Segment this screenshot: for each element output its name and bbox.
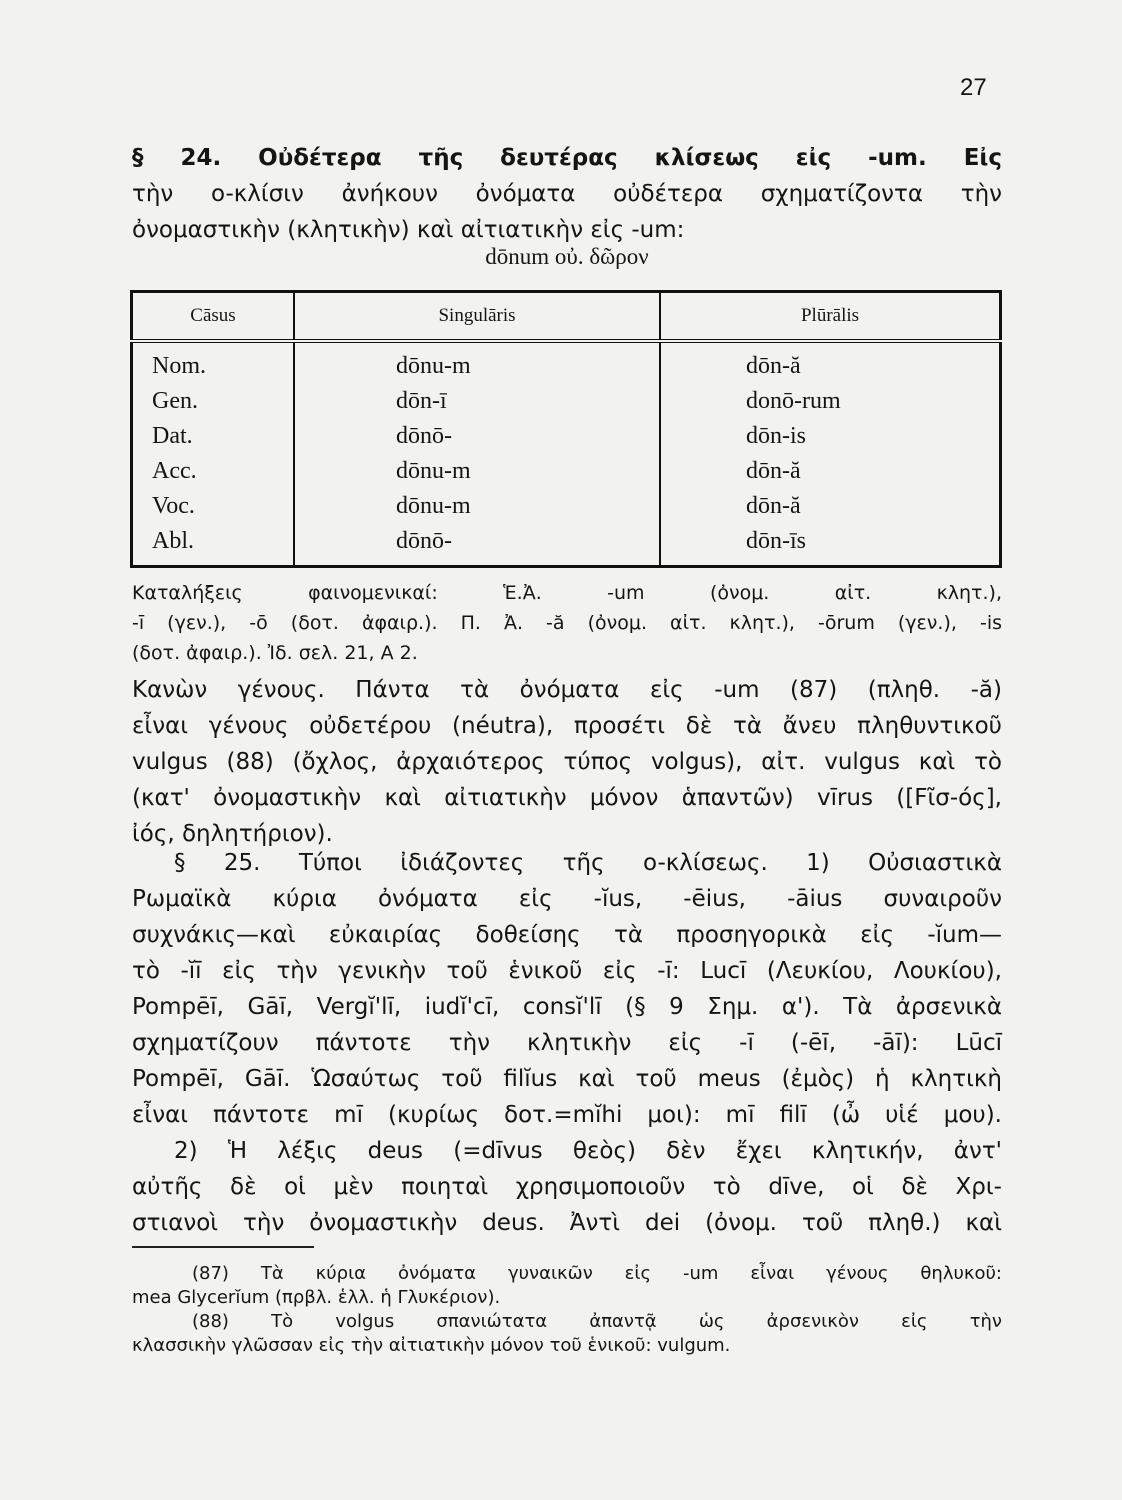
footnote-line: mea Glycerĭum (πρβλ. ἑλλ. ἡ Γλυκέριον). [132, 1287, 501, 1308]
section-25-line: αὐτῆς δὲ οἱ μὲν ποιηταὶ χρησιμοποιοῦν τὸ dīve, οἱ δὲ Χρι- [132, 1174, 1002, 1200]
section-24-line: τὴν o-κλίσιν ἀνήκουν ὀνόματα οὐδέτερα σχηματίζοντα τὴν [132, 181, 1002, 207]
case-label: Acc. [152, 458, 197, 484]
case-label: Nom. [152, 353, 206, 379]
header-singularis: Singulāris [294, 292, 660, 342]
section-25-line: 2) Ἡ λέξις deus (=dīvus θεὸς) δὲν ἔχει κλητικήν, ἀντ' [174, 1138, 1002, 1164]
header-pluralis: Plūrālis [660, 292, 1001, 342]
rule-line: vulgus (88) (ὄχλος, ἀρχαιότερος τύπος volgus), αἰτ. vulgus καὶ τὸ [132, 749, 1002, 775]
section-25-line: § 25. Τύποι ἰδιάζοντες τῆς o-κλίσεως. 1) Οὐσιαστικὰ [174, 850, 1002, 876]
section-25-line: τὸ -ĭī εἰς τὴν γενικὴν τοῦ ἑνικοῦ εἰς -ī: Lucī (Λευκίου, Λουκίου), [132, 958, 1002, 984]
plural-form: donō-rum [746, 388, 841, 414]
case-label: Gen. [152, 388, 198, 414]
case-label: Voc. [152, 493, 195, 519]
case-label: Abl. [152, 528, 194, 554]
header-casus: Cāsus [132, 292, 295, 342]
singular-form: dōnu-m [396, 458, 471, 484]
cases-column [132, 341, 295, 567]
endings-line: -ī (γεν.), -ō (δοτ. ἀφαιρ.). Π. Ἀ. -ă (ὀνομ. αἰτ. κλητ.), -ōrum (γεν.), -is [132, 612, 1002, 634]
case-label: Dat. [152, 423, 193, 449]
section-25-line: συχνάκις—καὶ εὐκαιρίας δοθείσης τὰ προσηγορικὰ εἰς -ĭum— [132, 922, 1002, 948]
rule-line: εἶναι γένους οὐδετέρου (néutra), προσέτι δὲ τὰ ἄνευ πληθυντικοῦ [132, 713, 1002, 739]
gender-rule [132, 672, 1002, 852]
plural-column [660, 341, 1001, 567]
singular-form: dōnō- [396, 528, 452, 554]
section-24-line: ὀνομαστικὴν (κλητικὴν) καὶ αἰτιατικὴν εἰς -um: [132, 217, 685, 243]
singular-column [294, 341, 660, 567]
rule-line: ἰός, δηλητήριον). [132, 821, 333, 847]
section-25-line: Ρωμαϊκὰ κύρια ὀνόματα εἰς -ĭus, -ēius, -āius συναιροῦν [132, 886, 1002, 912]
declension-table [130, 290, 1002, 568]
singular-form: dōnu-m [396, 353, 471, 379]
footnote-line: (87) Τὰ κύρια ὀνόματα γυναικῶν εἰς -um εἶναι γένους θηλυκοῦ: [192, 1263, 1002, 1284]
plural-form: dōn-ă [746, 353, 801, 379]
example-word: dōnum οὐ. δῶρον [485, 244, 649, 269]
plural-form: dōn-ă [746, 493, 801, 519]
plural-form: dōn-īs [746, 528, 806, 554]
section-24 [132, 140, 1002, 248]
endings-line: Καταλήξεις φαινομενικαί: Ἑ.Ἀ. -um (ὀνομ. αἰτ. κλητ.), [132, 582, 1002, 604]
section-25-line: σχηματίζουν πάντοτε τὴν κλητικὴν εἰς -ī (-ēī, -āī): Lūcī [132, 1030, 1002, 1056]
footnote-line: (88) Τὸ volgus σπανιώτατα ἀπαντᾷ ὡς ἀρσενικὸν εἰς τὴν [192, 1311, 1002, 1332]
apparent-endings [132, 578, 1002, 668]
plural-form: dōn-ă [746, 458, 801, 484]
footnotes [132, 1262, 1002, 1358]
singular-form: dōnu-m [396, 493, 471, 519]
section-25-line: στιανοὶ τὴν ὀνομαστικὴν deus. Ἀντὶ dei (ὀνομ. τοῦ πληθ.) καὶ [132, 1210, 1002, 1236]
rule-line: (κατ' ὀνομαστικὴν καὶ αἰτιατικὴν μόνον ἁπαντῶν) vīrus ([Ϝῖσ-ός], [132, 785, 1002, 811]
section-25 [132, 845, 1002, 1241]
singular-form: dōn-ī [396, 388, 447, 414]
page-number: 27 [960, 74, 987, 101]
footnote-line: κλασσικὴν γλῶσσαν εἰς τὴν αἰτιατικὴν μόνον τοῦ ἑνικοῦ: vulgum. [132, 1335, 731, 1356]
table-header-row [132, 292, 1001, 342]
singular-form: dōnō- [396, 423, 452, 449]
section-25-line: Pompēī, Gāī. Ὡσαύτως τοῦ filĭus καὶ τοῦ meus (ἐμὸς) ἡ κλητικὴ [132, 1066, 1002, 1092]
rule-line: Κανὼν γένους. Πάντα τὰ ὀνόματα εἰς -um (87) (πληθ. -ă) [132, 677, 1002, 703]
section-24-line: § 24. Οὐδέτερα τῆς δευτέρας κλίσεως εἰς -um. Εἰς [132, 145, 1002, 171]
endings-line: (δοτ. ἀφαιρ.). Ἰδ. σελ. 21, Α 2. [132, 642, 418, 664]
section-25-line: εἶναι πάντοτε mī (κυρίως δοτ.=mĭhi μοι): mī filī (ὦ υἱέ μου). [132, 1102, 1002, 1128]
plural-form: dōn-is [746, 423, 806, 449]
footnote-divider [132, 1246, 314, 1248]
section-25-line: Pompēī, Gāī, Vergĭ'lī, iudĭ'cī, consĭ'lī (§ 9 Σημ. α'). Τὰ ἀρσενικὰ [132, 994, 1002, 1020]
